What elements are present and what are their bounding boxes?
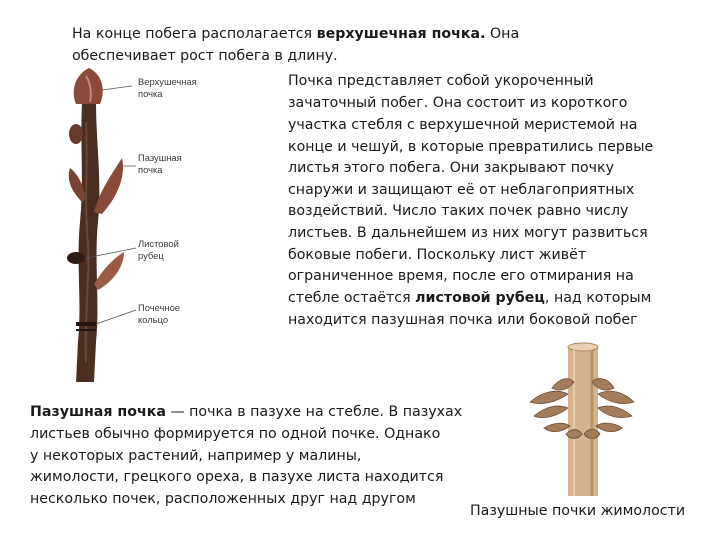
label-axillary-bud xyxy=(138,152,182,176)
definition-line: у некоторых растений, например у малины, xyxy=(30,448,362,464)
description-line: боковые побеги. Поскольку лист живёт xyxy=(288,247,587,263)
description-text-end: , над которым xyxy=(544,290,652,306)
small-bud-upper xyxy=(69,124,83,144)
intro-line-1 xyxy=(72,24,519,46)
stem-top xyxy=(568,343,598,351)
label-line: кольцо xyxy=(138,314,169,325)
label-bud-ring xyxy=(138,302,180,326)
intro-text-end: Она xyxy=(485,26,520,42)
description-line: Почка представляет собой укороченный xyxy=(288,73,594,89)
label-line: почка xyxy=(138,88,163,99)
description-text: стебле остаётся xyxy=(288,290,416,306)
intro-text: На конце побега располагается xyxy=(72,26,317,42)
description-line: листьев. В дальнейшем из них могут развиться xyxy=(288,225,648,241)
description-line: ограниченное время, после его отмирания на xyxy=(288,268,634,284)
apical-bud-term: верхушечная почка. xyxy=(316,26,486,42)
definition-line-1 xyxy=(30,402,462,424)
honeysuckle-illustration xyxy=(522,342,642,502)
leaf-scar xyxy=(67,252,85,264)
description-line: воздействий. Число таких почек равно числу xyxy=(288,203,629,219)
label-line: рубец xyxy=(138,250,164,261)
description-line: участка стебля с верхушечной меристемой на xyxy=(288,117,638,133)
description-line: листья этого побега. Они закрывают почку xyxy=(288,160,615,176)
label-apical-bud xyxy=(138,76,197,100)
label-line: Почечное xyxy=(138,302,181,313)
description-line: конце и чешуй, в которые превратились первые xyxy=(288,139,654,155)
definition-line: листьев обычно формируется по одной почке. Однако xyxy=(30,426,441,442)
leaf-scar-term: листовой рубец xyxy=(415,290,545,306)
definition-line: несколько почек, расположенных друг над другом xyxy=(30,491,416,507)
definition-text: — почка в пазухе на стебле. В пазухах xyxy=(165,404,463,420)
label-line: почка xyxy=(138,164,163,175)
description-line-scar xyxy=(288,288,651,310)
apical-bud xyxy=(74,68,103,104)
axillary-bud-term: Пазушная почка xyxy=(30,404,166,420)
description-line: зачаточный побег. Она состоит из короткого xyxy=(288,95,628,111)
intro-line-2: обеспечивает рост побега в длину. xyxy=(72,48,338,64)
label-line: Верхушечная xyxy=(138,76,197,87)
label-line: Пазушная xyxy=(138,152,182,163)
description-line: снаружи и защищают её от неблагоприятных xyxy=(288,182,635,198)
leader-apical xyxy=(102,86,132,90)
label-leaf-scar xyxy=(138,238,179,262)
leader-ring xyxy=(96,310,136,324)
honeysuckle-caption: Пазушные почки жимолости xyxy=(470,503,686,519)
twig-illustration xyxy=(46,62,186,382)
definition-line: жимолости, грецкого ореха, в пазухе листа находится xyxy=(30,469,444,485)
description-line: находится пазушная почка или боковой побег xyxy=(288,312,638,328)
label-line: Листовой xyxy=(138,238,179,249)
lower-bud xyxy=(94,252,124,290)
